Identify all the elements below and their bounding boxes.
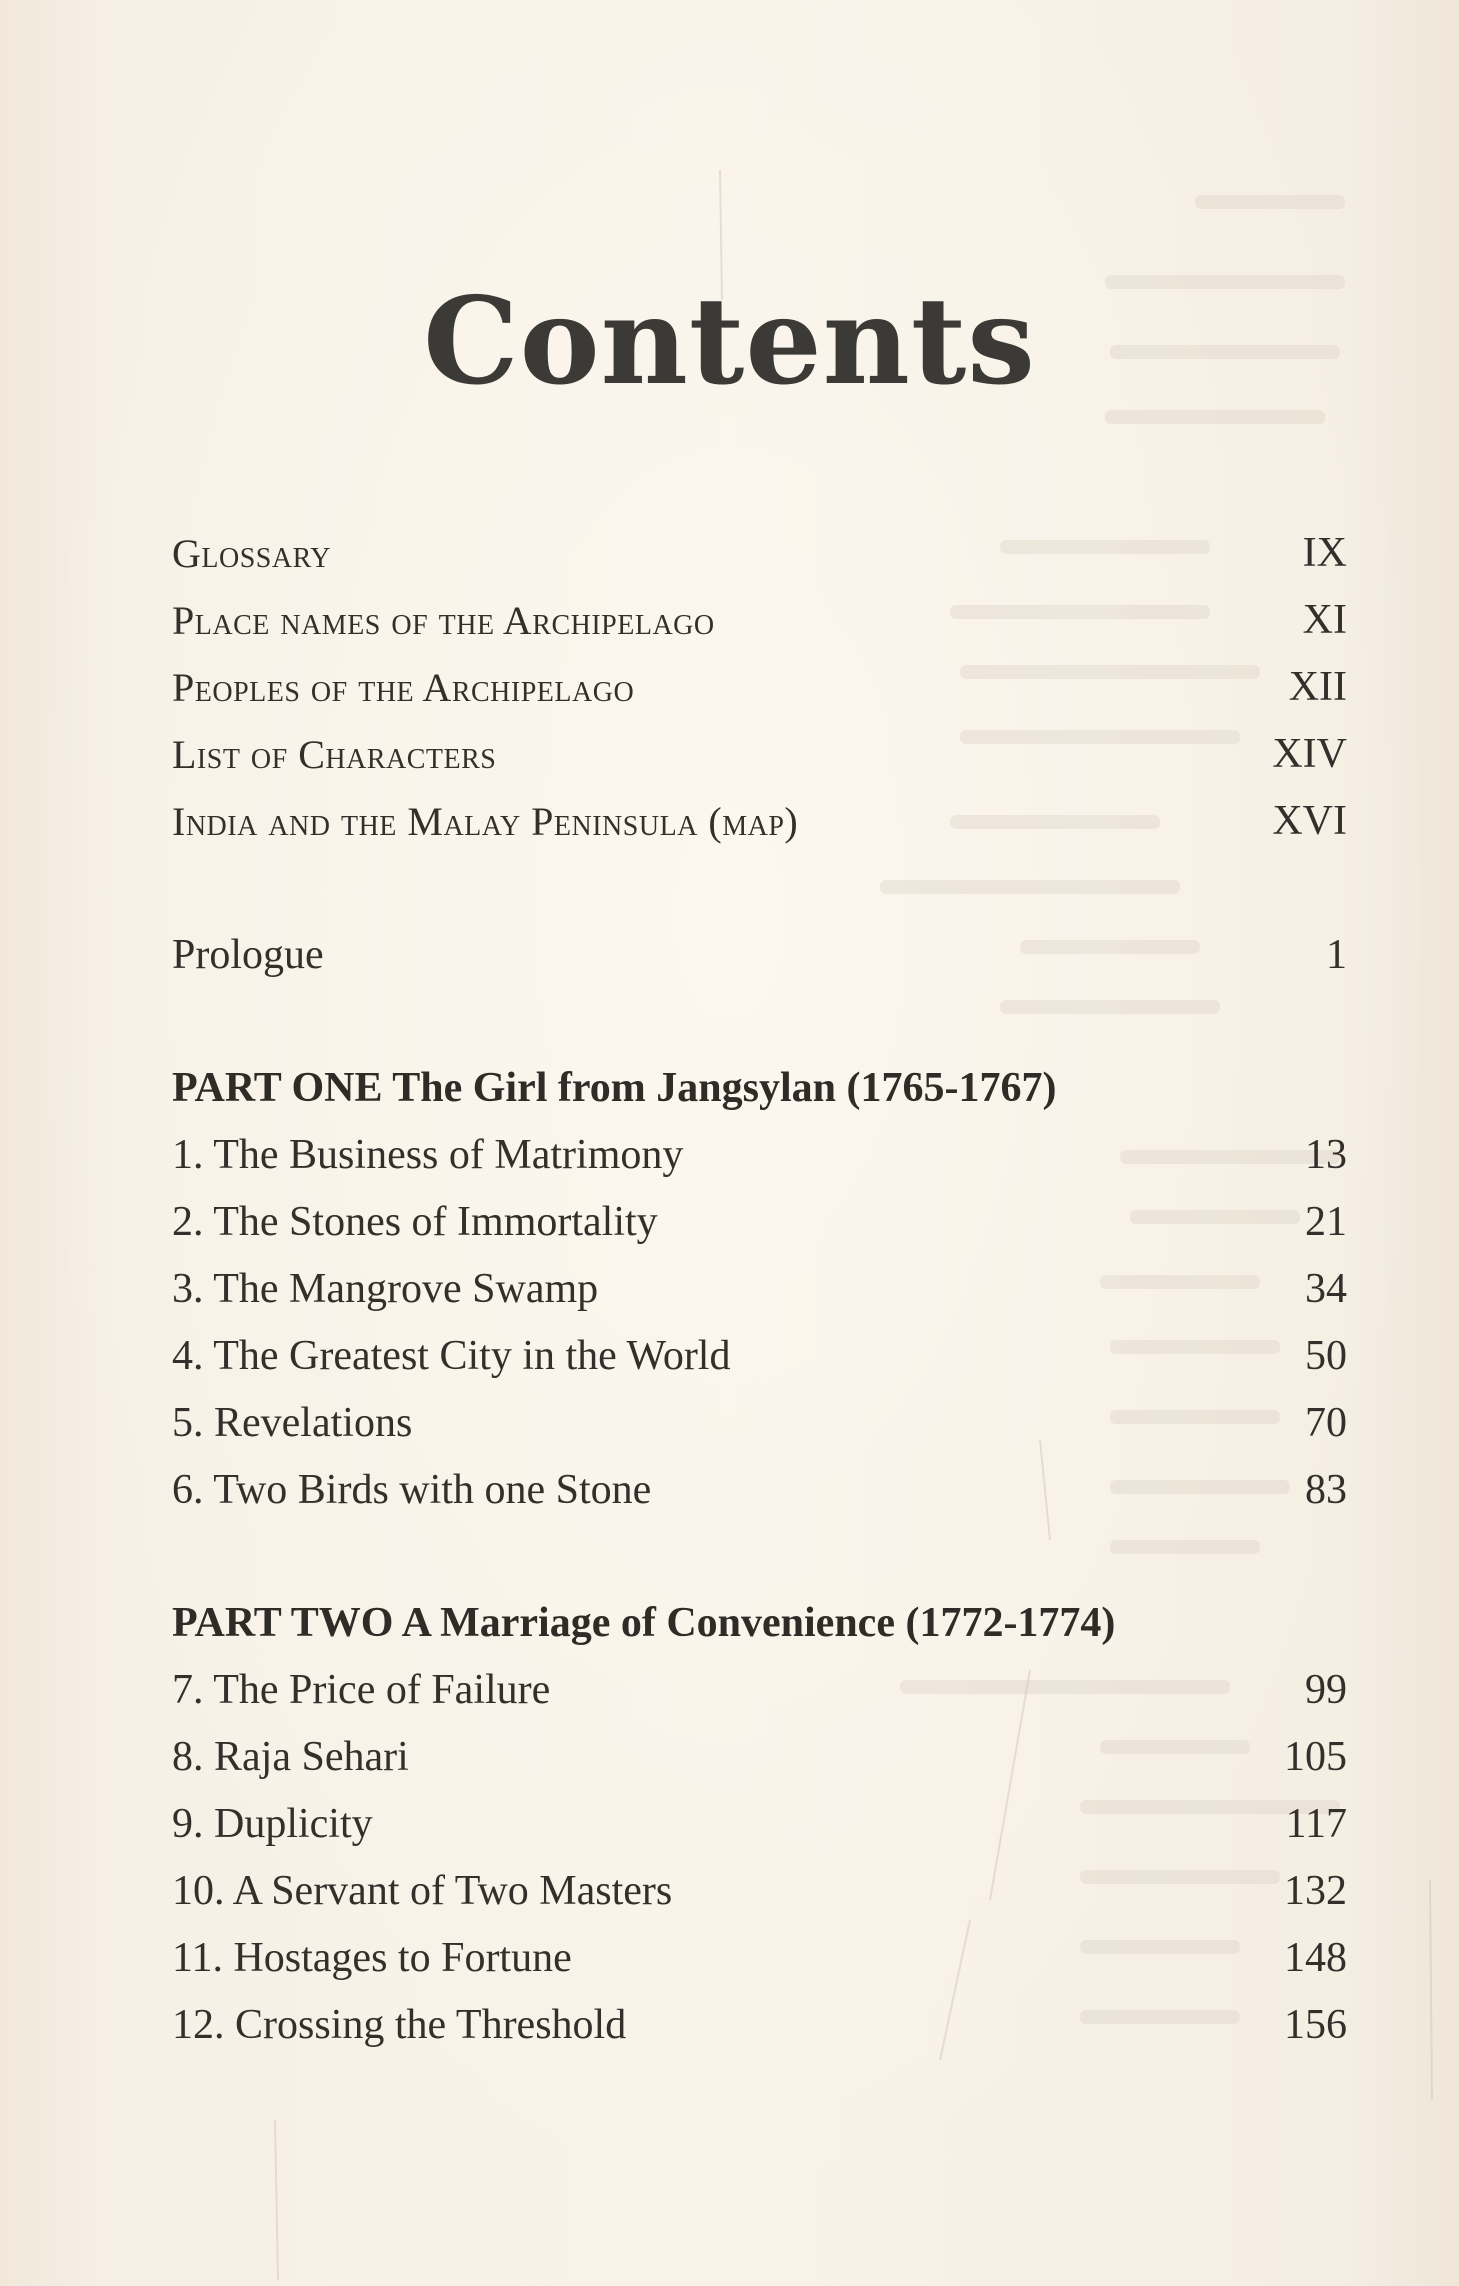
toc-page-number: 50	[1305, 1333, 1347, 1379]
toc-chapter-10	[172, 1861, 1347, 1921]
part-two-heading: PART TWO A Marriage of Convenience (1772-1774)	[172, 1600, 1116, 1646]
toc-entry-label: List of Characters	[172, 731, 497, 777]
toc-entry-label: 3. The Mangrove Swamp	[172, 1266, 599, 1312]
toc-page-number: 13	[1305, 1132, 1347, 1178]
toc-page-number: 148	[1284, 1935, 1347, 1981]
toc-entry-label: Prologue	[172, 932, 324, 978]
toc-entry-label: 6. Two Birds with one Stone	[172, 1467, 652, 1513]
toc-page-number: IX	[1302, 530, 1347, 576]
part-one-heading: PART ONE The Girl from Jangsylan (1765-1767)	[172, 1065, 1057, 1111]
toc-page-number: 70	[1305, 1400, 1347, 1446]
toc-page-number: 21	[1305, 1199, 1347, 1245]
toc-chapter-9	[172, 1794, 1347, 1854]
toc-chapter-6	[172, 1460, 1347, 1520]
toc-entry-label: 9. Duplicity	[172, 1801, 373, 1847]
toc-entry-label: 1. The Business of Matrimony	[172, 1132, 684, 1178]
toc-chapter-8	[172, 1727, 1347, 1787]
toc-page-number: XI	[1302, 597, 1347, 643]
toc-entry-label: 4. The Greatest City in the World	[172, 1333, 731, 1379]
toc-page-number: 34	[1305, 1266, 1347, 1312]
toc-page-number: 83	[1305, 1467, 1347, 1513]
toc-chapter-5	[172, 1393, 1347, 1453]
toc-chapter-4	[172, 1326, 1347, 1386]
toc-page-number: 99	[1305, 1667, 1347, 1713]
toc-entry-label: Glossary	[172, 530, 331, 576]
toc-entry-peoples	[172, 657, 1347, 717]
toc-page-number: 1	[1326, 932, 1347, 978]
toc-entry-label: Place names of the Archipelago	[172, 597, 715, 643]
toc-entry-label: 7. The Price of Failure	[172, 1667, 551, 1713]
toc-page-number: 105	[1284, 1734, 1347, 1780]
toc-entry-glossary	[172, 523, 1347, 583]
toc-chapter-11	[172, 1928, 1347, 1988]
toc-chapter-3	[172, 1259, 1347, 1319]
toc-entry-label: 8. Raja Sehari	[172, 1734, 409, 1780]
toc-entry-prologue	[172, 925, 1347, 985]
toc-page-number: 132	[1284, 1868, 1347, 1914]
toc-entry-label: 12. Crossing the Threshold	[172, 2002, 627, 2048]
toc-chapter-2	[172, 1192, 1347, 1252]
toc-chapter-7	[172, 1660, 1347, 1720]
toc-entry-label: 5. Revelations	[172, 1400, 413, 1446]
page-title: Contents	[423, 271, 1036, 412]
toc-entry-place-names	[172, 590, 1347, 650]
toc-entry-characters	[172, 724, 1347, 784]
toc-chapter-12	[172, 1995, 1347, 2055]
toc-chapter-1	[172, 1125, 1347, 1185]
toc-entry-label: 10. A Servant of Two Masters	[172, 1868, 673, 1914]
toc-entry-label: Peoples of the Archipelago	[172, 664, 635, 710]
toc-entry-label: 2. The Stones of Immortality	[172, 1199, 658, 1245]
toc-entry-label: 11. Hostages to Fortune	[172, 1935, 572, 1981]
toc-page-number: 117	[1285, 1801, 1347, 1847]
toc-entry-label: India and the Malay Peninsula (map)	[172, 798, 799, 844]
toc-page-number: 156	[1284, 2002, 1347, 2048]
toc-page-number: XIV	[1272, 731, 1347, 777]
toc-entry-map	[172, 791, 1347, 851]
toc-page-number: XII	[1288, 664, 1347, 710]
toc-page-number: XVI	[1272, 798, 1347, 844]
